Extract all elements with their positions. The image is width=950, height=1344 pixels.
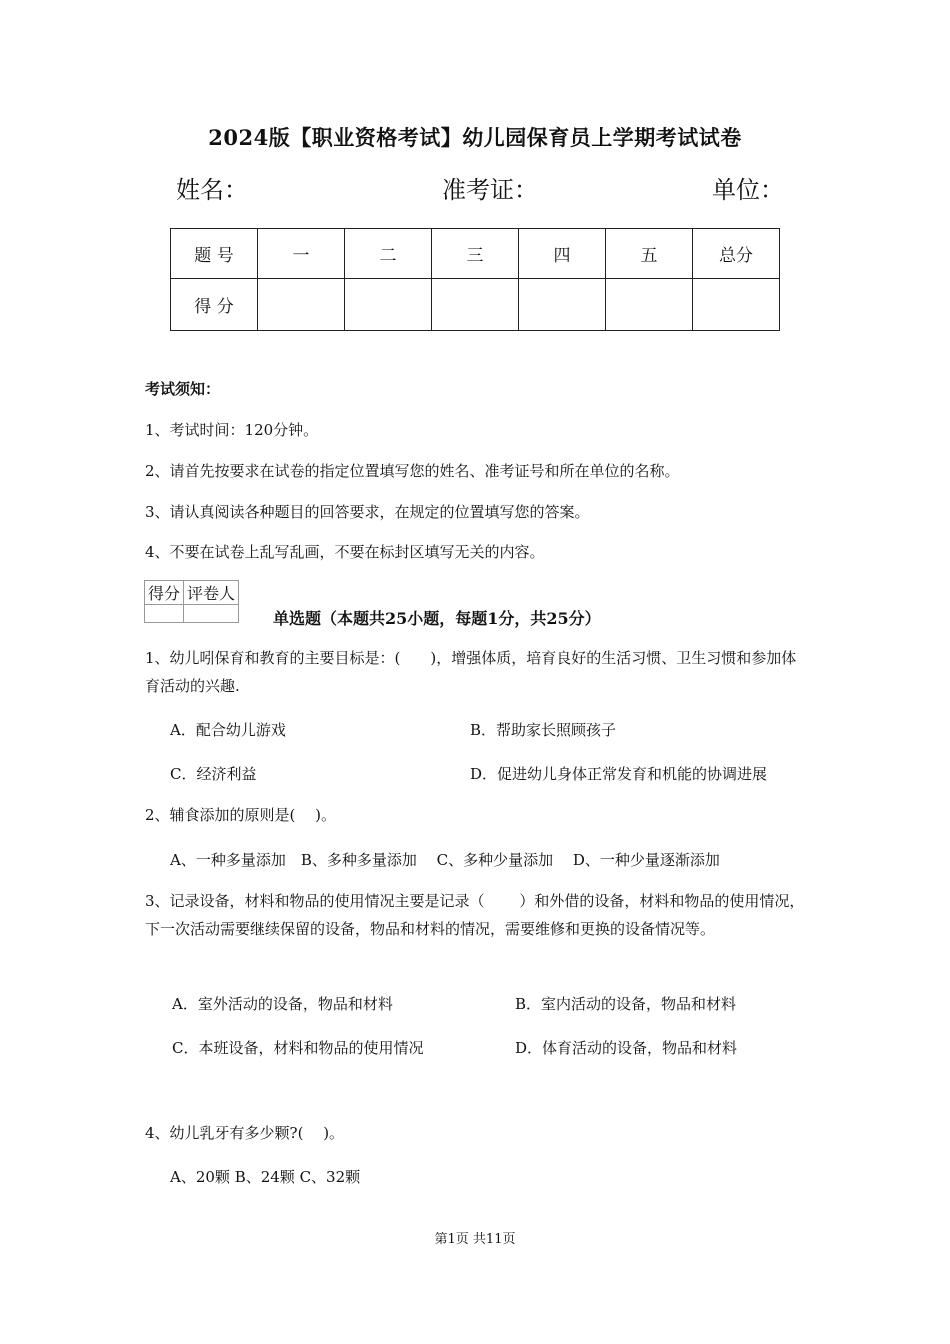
- grader-score-label: 得分: [145, 581, 184, 605]
- score-table-header-cell: 题 号: [171, 229, 258, 279]
- answer-options-line[interactable]: A、20颗 B、24颗 C、32颗: [170, 1168, 361, 1186]
- answer-option[interactable]: A．室外活动的设备，物品和材料: [172, 995, 393, 1013]
- question-stem: 4、幼儿乳牙有多少颗?( )。: [145, 1124, 345, 1142]
- notice-item: 3、请认真阅读各种题目的回答要求，在规定的位置填写您的答案。: [145, 503, 590, 521]
- answer-options-line[interactable]: A、一种多量添加 B、多种多量添加 C、多种少量添加 D、一种少量逐渐添加: [170, 851, 720, 869]
- answer-option[interactable]: B．帮助家长照顾孩子: [470, 721, 617, 739]
- score-cell[interactable]: [693, 279, 780, 331]
- score-table-header-cell: 二: [345, 229, 432, 279]
- grader-score-cell[interactable]: [145, 605, 184, 623]
- score-cell[interactable]: [606, 279, 693, 331]
- score-table-header-cell: 四: [519, 229, 606, 279]
- grader-reviewer-label: 评卷人: [184, 581, 239, 605]
- score-table: [170, 228, 780, 331]
- score-table-header-cell: 总分: [693, 229, 780, 279]
- grader-box: [144, 580, 239, 623]
- exam-title: 2024版【职业资格考试】幼儿园保育员上学期考试试卷: [208, 125, 742, 150]
- question-stem: 3、记录设备，材料和物品的使用情况主要是记录（ ）和外借的设备，材料和物品的使用情况，下一次活动需要继续保留的设备，物品和材料的情况，需要维修和更换的设备情况等。: [145, 892, 805, 938]
- answer-option[interactable]: D．体育活动的设备，物品和材料: [515, 1039, 738, 1057]
- answer-option[interactable]: D．促进幼儿身体正常发育和机能的协调进展: [470, 765, 768, 783]
- question-stem: 1、幼儿吲保育和教育的主要目标是：( )，增强体质，培育良好的生活习惯、卫生习惯和参加体育活动的兴趣.: [145, 649, 797, 695]
- score-table-score-row: [171, 279, 780, 331]
- notice-item: 1、考试时间：120分钟。: [145, 421, 319, 439]
- score-cell[interactable]: [345, 279, 432, 331]
- question-stem: 2、辅食添加的原则是( )。: [145, 806, 337, 824]
- score-table-header-cell: 一: [258, 229, 345, 279]
- grader-reviewer-cell[interactable]: [184, 605, 239, 623]
- notice-title: 考试须知：: [145, 380, 221, 398]
- name-field-label: 姓名：: [176, 176, 248, 204]
- score-cell[interactable]: [432, 279, 519, 331]
- answer-option[interactable]: C．经济利益: [170, 765, 257, 783]
- score-cell[interactable]: [519, 279, 606, 331]
- unit-field-label: 单位：: [712, 176, 784, 204]
- answer-option[interactable]: B．室内活动的设备，物品和材料: [515, 995, 737, 1013]
- score-row-label: 得 分: [171, 279, 258, 331]
- exam-id-field-label: 准考证：: [442, 176, 538, 204]
- score-cell[interactable]: [258, 279, 345, 331]
- score-table-header-cell: 五: [606, 229, 693, 279]
- notice-item: 4、不要在试卷上乱写乱画，不要在标封区填写无关的内容。: [145, 543, 545, 561]
- score-table-header-cell: 三: [432, 229, 519, 279]
- answer-option[interactable]: A．配合幼儿游戏: [170, 721, 286, 739]
- notice-item: 2、请首先按要求在试卷的指定位置填写您的姓名、准考证号和所在单位的名称。: [145, 462, 680, 480]
- section-title: 单选题（本题共25小题，每题1分，共25分）: [273, 609, 601, 628]
- page-footer: 第1页 共11页: [434, 1232, 516, 1247]
- score-table-header-row: [171, 229, 780, 279]
- answer-option[interactable]: C．本班设备，材料和物品的使用情况: [172, 1039, 424, 1057]
